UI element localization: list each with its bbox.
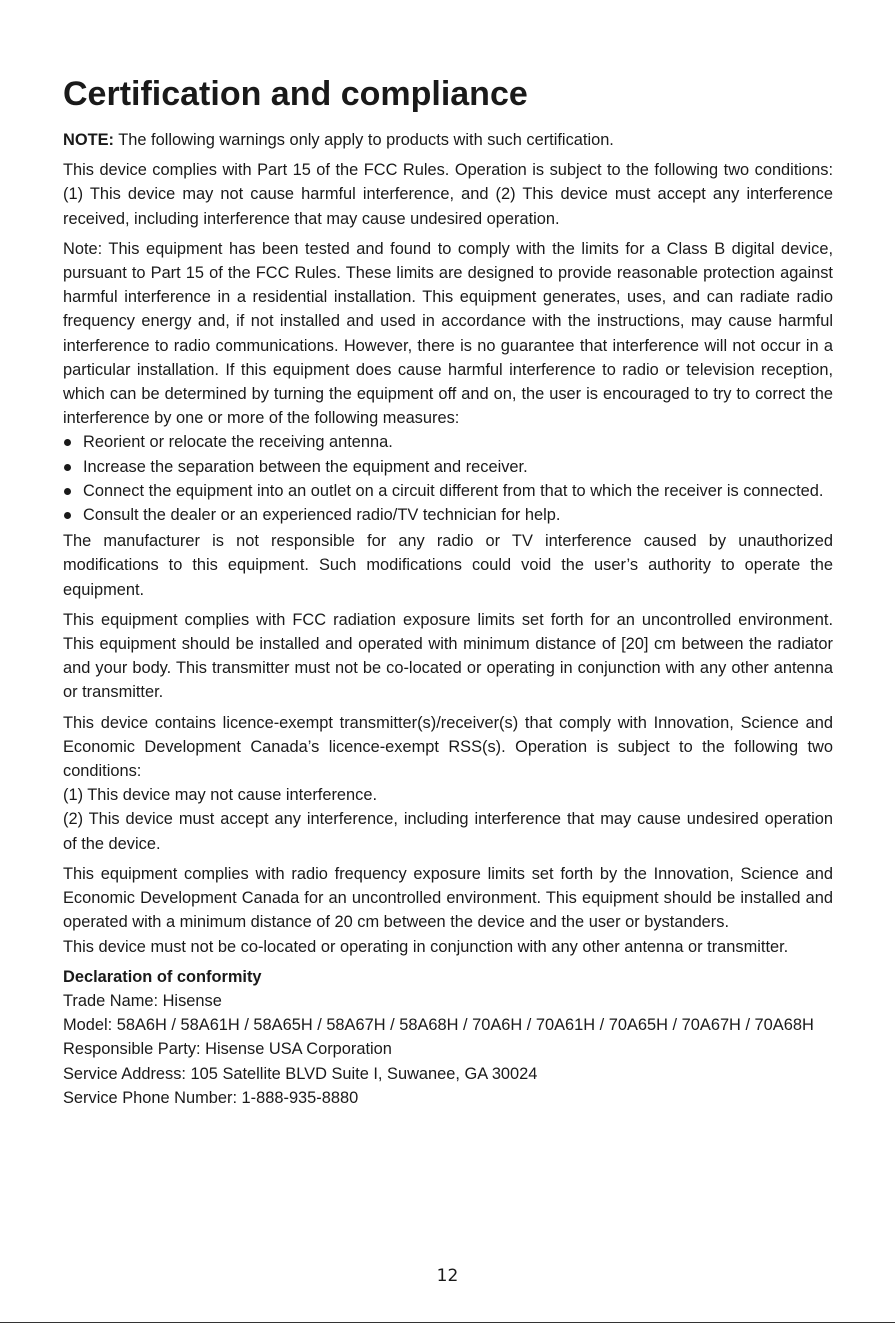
page-title: Certification and compliance [63, 75, 528, 113]
document-page [63, 74, 833, 1110]
bullet-icon [64, 464, 71, 471]
list-item [63, 479, 833, 503]
fcc-part15-paragraph: This device complies with Part 15 of the FCC Rules. Operation is subject to the following two conditions: (1) This device may not cause harmful interference, and (2) This device must accept any interference received, including interference that may cause undesired operation. [63, 161, 833, 228]
manufacturer-paragraph: The manufacturer is not responsible for any radio or TV interference caused by unauthorized modifications to this equipment. Such modifications could void the user’s authority to operate the equipment. [63, 532, 833, 599]
list-item [63, 503, 833, 527]
ised-paragraph: This device contains licence-exempt transmitter(s)/receiver(s) that comply with Innovation, Science and Economic Development Canada’s licence-exempt RSS(s). Operation is subject to the following two conditions: [63, 713, 833, 781]
bullet-icon [64, 512, 71, 519]
list-item-text: Increase the separation between the equipment and receiver. [83, 457, 528, 476]
service-phone: Service Phone Number: 1-888-935-8880 [63, 1088, 359, 1107]
page-number: 12 [436, 1266, 459, 1286]
ised-exposure-paragraph: This equipment complies with radio frequency exposure limits set forth by the Innovation, Science and Economic Development Canada for an uncontrolled environment. This equipment should be installed and operated with a minimum distance of 20 cm between the device and the user or bystanders. [63, 864, 833, 932]
service-address: Service Address: 105 Satellite BLVD Suite I, Suwanee, GA 30024 [63, 1064, 538, 1083]
ised-condition-1: (1) This device may not cause interference. [63, 786, 377, 805]
trade-name: Trade Name: Hisense [63, 991, 222, 1010]
model-list: Model: 58A6H / 58A61H / 58A65H / 58A67H / 58A68H / 70A6H / 70A61H / 70A65H / 70A67H / 70A68H [63, 1016, 814, 1035]
ised-condition-2: (2) This device must accept any interference, including interference that may cause undesired operation of the device. [63, 810, 833, 853]
bullet-icon [64, 488, 71, 495]
bullet-icon [64, 439, 71, 446]
responsible-party: Responsible Party: Hisense USA Corporation [63, 1040, 392, 1059]
list-item [63, 455, 833, 479]
measures-list [63, 430, 833, 527]
list-item-text: Connect the equipment into an outlet on a circuit different from that to which the receiver is connected. [83, 481, 824, 500]
note-label: NOTE: [63, 131, 114, 149]
class-b-note-paragraph: Note: This equipment has been tested and found to comply with the limits for a Class B digital device, pursuant to Part 15 of the FCC Rules. These limits are designed to provide reasonable protection against harmful interference in a residential installation. This equipment generates, uses, and can radiate radio frequency energy and, if not installed and used in accordance with the instructions, may cause harmful interference to radio communications. However, there is no guarantee that interference will not occur in a particular installation. If this equipment does cause harmful interference to radio or television reception, which can be determined by turning the equipment off and on, the user is encouraged to try to correct the interference by one or more of the following measures: [63, 239, 833, 428]
declaration-title: Declaration of conformity [63, 967, 262, 986]
list-item [63, 430, 833, 454]
list-item-text: Consult the dealer or an experienced radio/TV technician for help. [83, 506, 561, 525]
footer-divider [0, 1322, 895, 1323]
note-paragraph [63, 128, 833, 152]
fcc-exposure-paragraph: This equipment complies with FCC radiation exposure limits set forth for an uncontrolled environment. This equipment should be installed and operated with minimum distance of [20] cm between the radiator and your body. This transmitter must not be co-located or operating in conjunction with any other antenna or transmitter. [63, 610, 833, 702]
list-item-text: Reorient or relocate the receiving antenna. [83, 433, 393, 452]
colocation-paragraph: This device must not be co-located or operating in conjunction with any other antenna or transmitter. [63, 937, 789, 956]
note-text: The following warnings only apply to products with such certification. [114, 131, 614, 149]
